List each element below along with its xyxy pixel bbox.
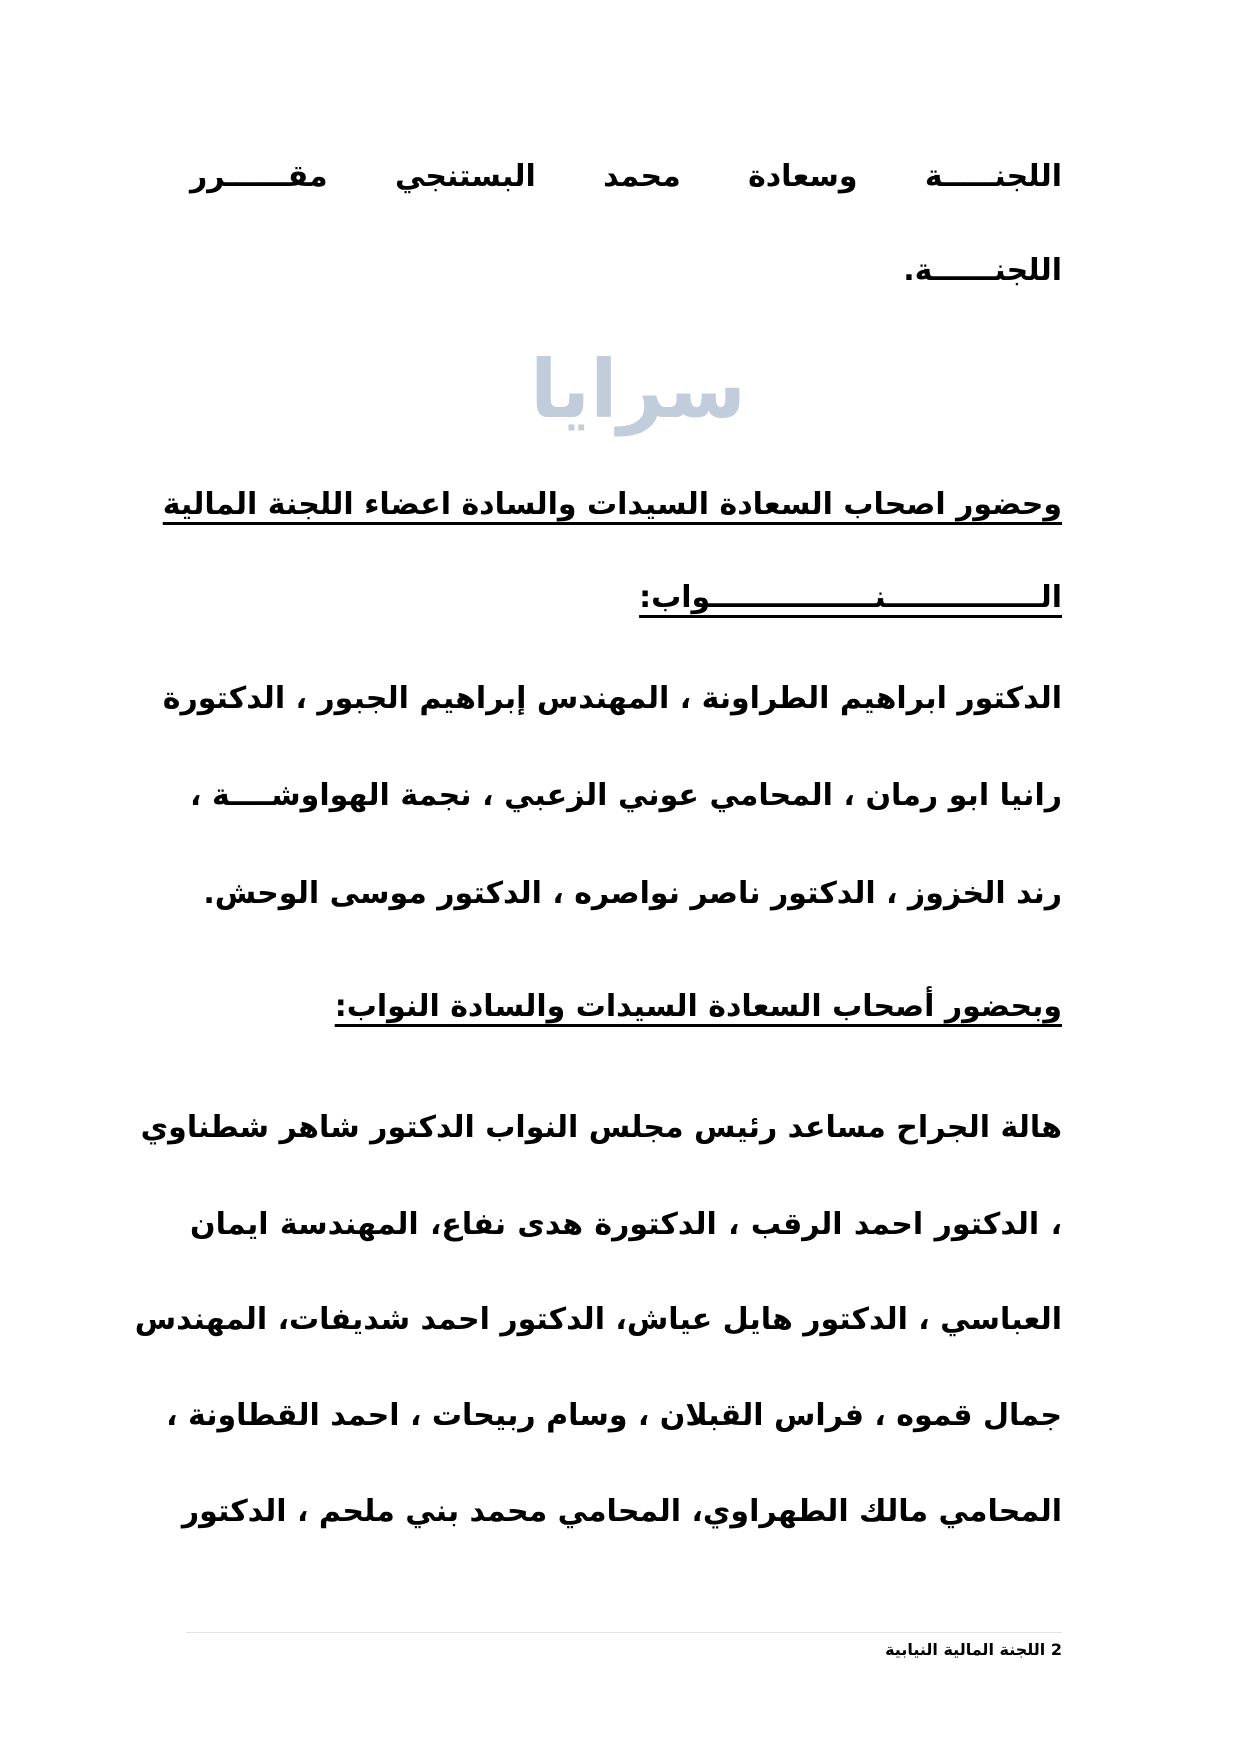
footer-text: اللجنة المالية النيابية — [885, 1640, 1046, 1659]
attendees-line: هالة الجراح مساعد رئيس مجلس النواب الدكتور شاهر شطناوي — [140, 1110, 1062, 1145]
section-heading: الـــــــــــــــنــــــــــــــــواب: — [639, 580, 1062, 615]
attendees-line: العباسي ، الدكتور هايل عياش، الدكتور احمد شديفات، المهندس — [134, 1302, 1062, 1337]
intro-line: اللجنـــــة وسعادة محمد البستنجي مقــــــرر — [190, 159, 1062, 194]
footer-divider — [186, 1632, 1062, 1633]
page-footer — [885, 1640, 1062, 1659]
attendees-line: ، الدكتور احمد الرقب ، الدكتورة هدى نفاع، المهندسة ايمان — [190, 1207, 1062, 1242]
section-heading-text: وبحضور أصحاب السعادة السيدات والسادة النواب: — [334, 989, 1062, 1024]
section-heading: وحضور اصحاب السعادة السيدات والسادة اعضاء اللجنة المالية — [162, 487, 1062, 522]
members-line: رند الخزوز ، الدكتور ناصر نواصره ، الدكتور موسى الوحش. — [203, 876, 1062, 911]
page-number: 2 — [1050, 1640, 1062, 1659]
members-line: الدكتور ابراهيم الطراونة ، المهندس إبراهيم الجبور ، الدكتورة — [162, 681, 1062, 716]
attendees-line: جمال قموه ، فراس القبلان ، وسام ربيحات ، احمد القطاونة ، — [166, 1398, 1062, 1433]
attendees-line: المحامي مالك الطهراوي، المحامي محمد بني ملحم ، الدكتور — [181, 1494, 1062, 1529]
members-line: رانيا ابو رمان ، المحامي عوني الزعبي ، نجمة الهواوشــــة ، — [190, 778, 1062, 813]
intro-line: اللجنــــــة. — [903, 253, 1062, 288]
watermark-logo: سرايا — [530, 343, 746, 436]
section-heading — [190, 987, 1062, 1027]
